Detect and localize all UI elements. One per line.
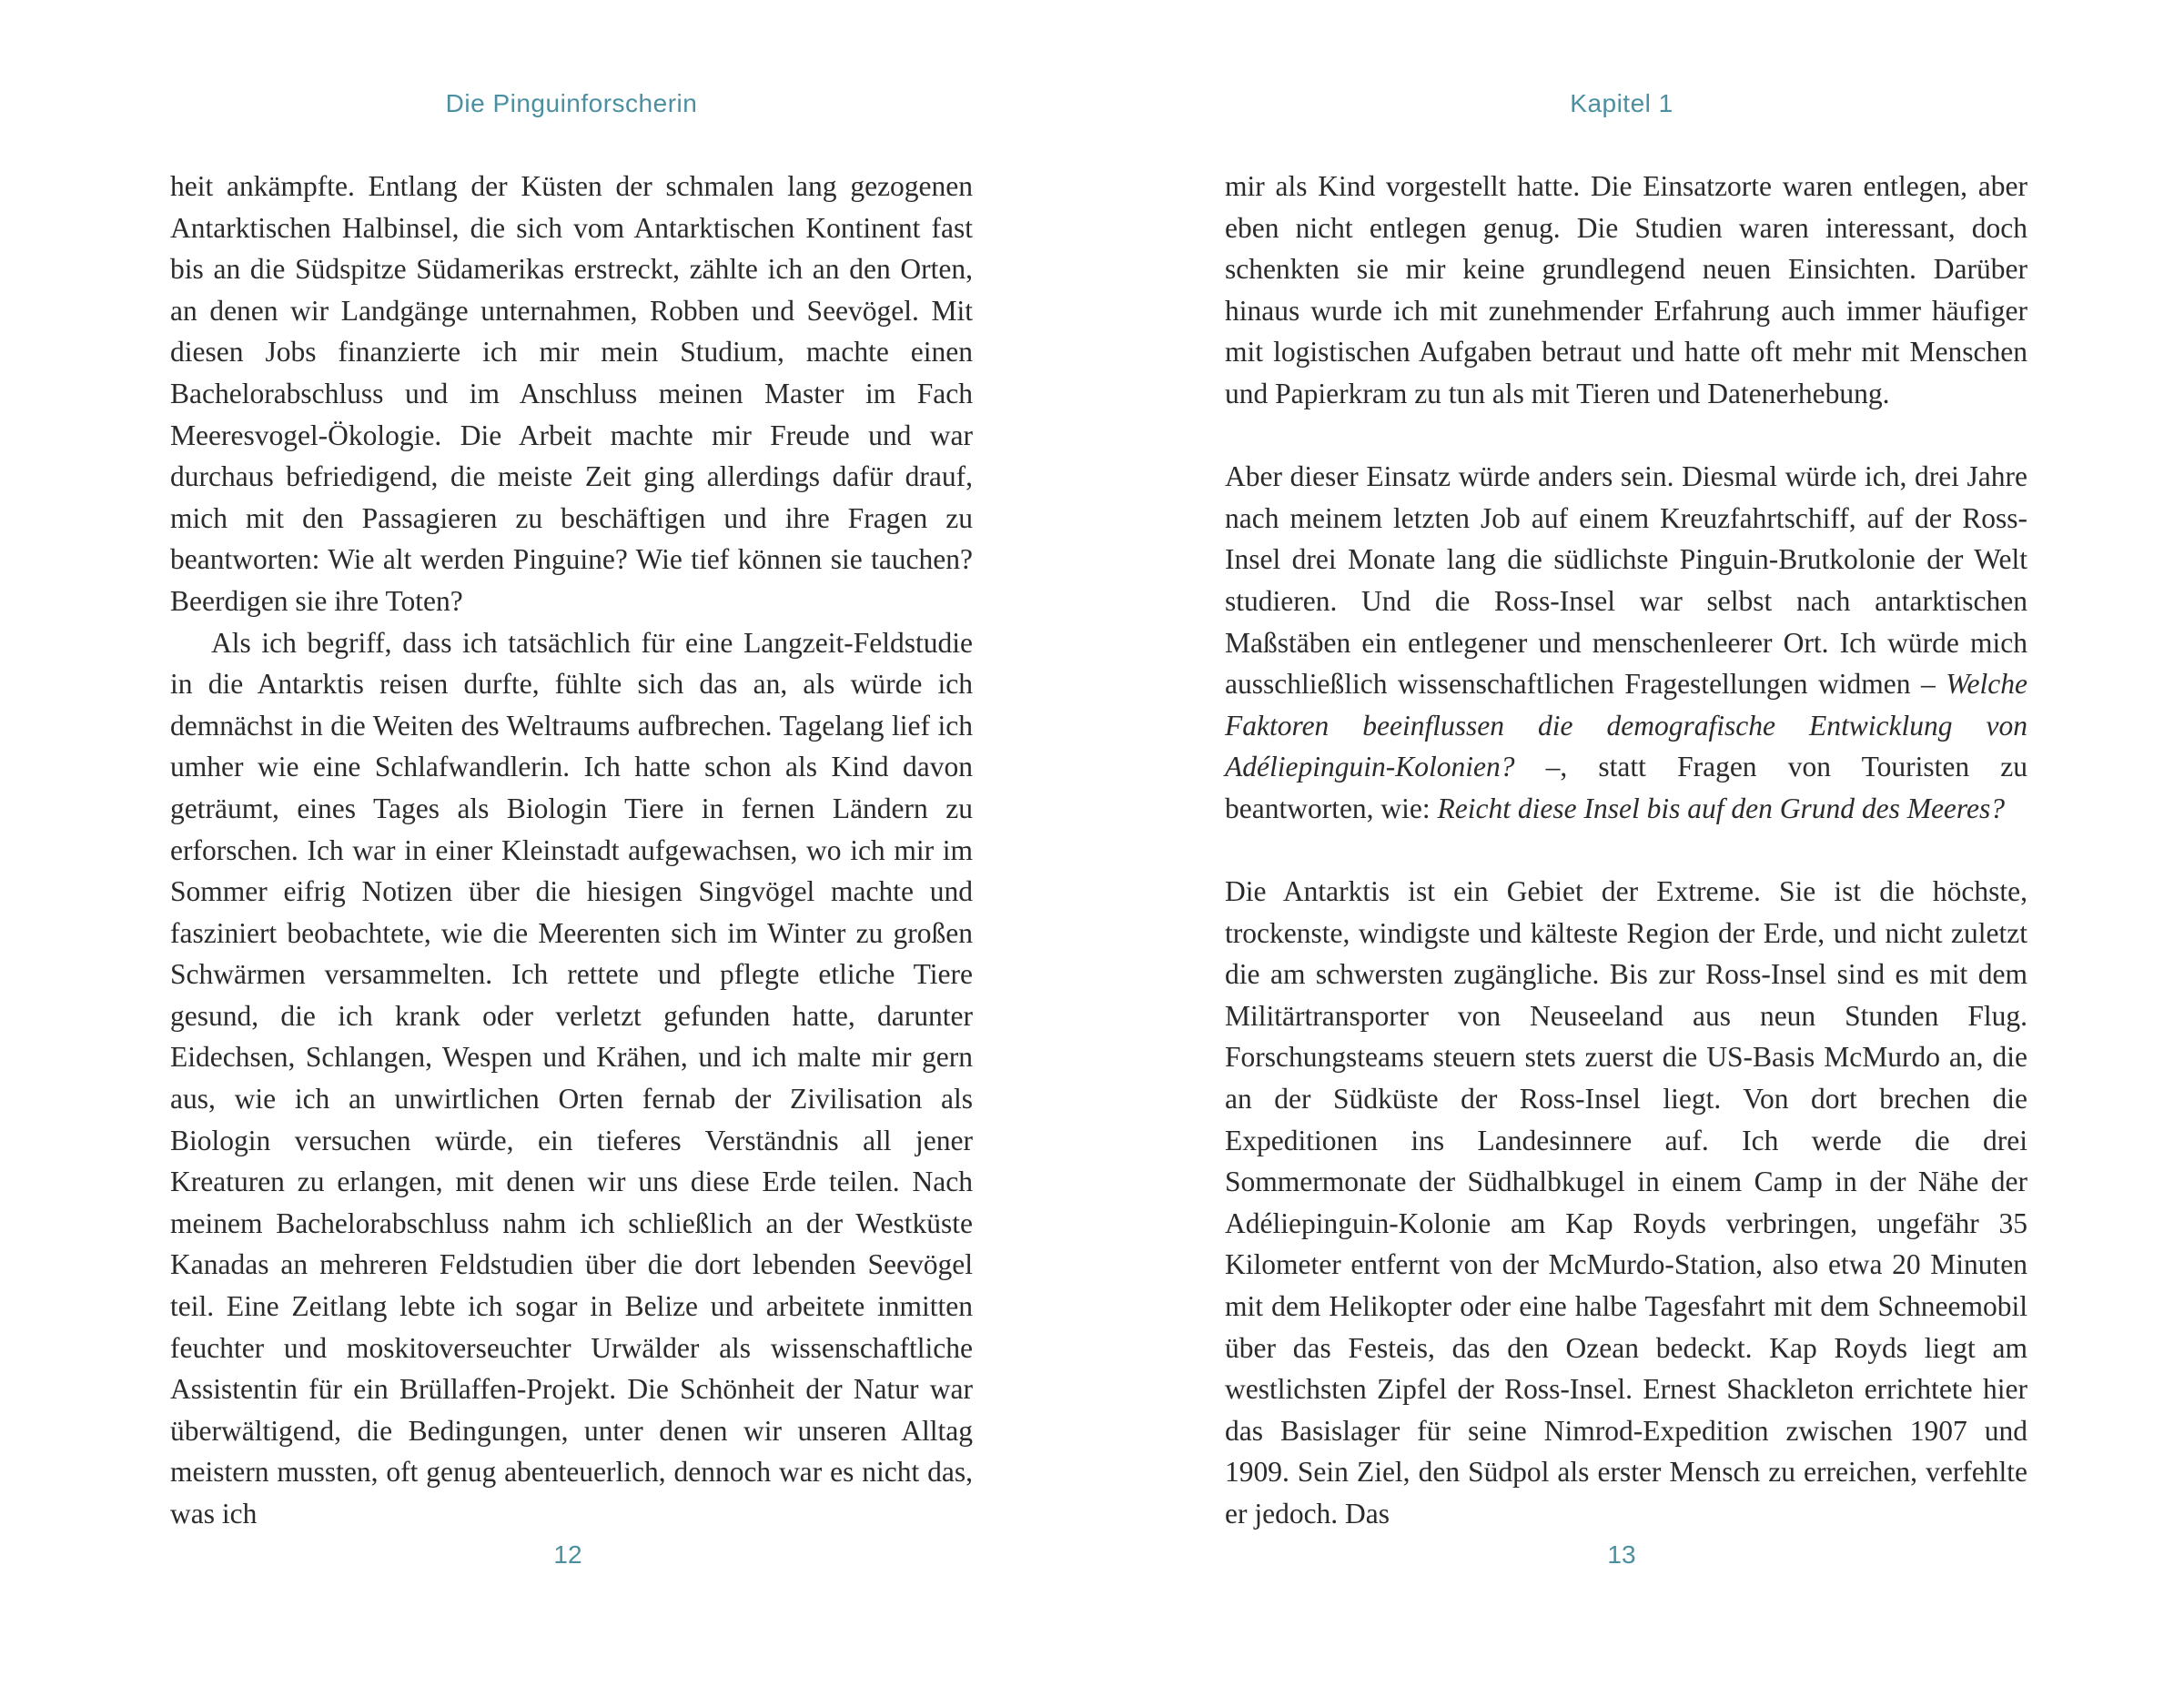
running-head-right: Kapitel 1 [1570,89,1673,117]
italic-question: Reicht diese Insel bis auf den Grund des Meeres? [1437,792,2005,824]
page-number-right: 13 [1607,1540,1636,1569]
running-head-left: Die Pinguinforscherin [445,89,698,117]
paragraph [1225,456,2027,829]
italic-question: Welche Faktoren beeinflussen die demografische Entwicklung von Adéliepinguin-Kolonien? [1225,668,2027,783]
paragraph: Als ich begriff, dass ich tatsächlich für eine Langzeit-Feldstudie in die Antarktis reisen durfte, fühlte sich das an, als würde ich demnächst in die Weiten des Weltraums aufbrechen. Tagelang lief ich umher wie eine Schlafwandlerin. Ich hatte schon als Kind davon geträumt, eines Tages als Biologin Tiere in fernen Ländern zu erforschen. Ich war in einer Kleinstadt aufgewachsen, wo ich mir im Sommer eifrig Notizen über die hiesigen Singvögel machte und fasziniert beobachtete, wie die Meerenten sich im Winter zu großen Schwärmen versammelten. Ich rettete und pflegte etliche Tiere gesund, die ich krank oder verletzt gefunden hatte, darunter Eidechsen, Schlangen, Wespen und Krähen, und ich malte mir gern aus, wie ich an unwirtlichen Orten fernab der Zivilisation als Biologin versuchen würde, ein tieferes Verständnis all jener Kreaturen zu erlangen, mit denen wir uns diese Erde teilen. Nach meinem Bachelorabschluss nahm ich schließlich an der Westküste Kanadas an mehreren Feldstudien über die dort lebenden Seevögel teil. Eine Zeitlang lebte ich sogar in Belize und arbeitete inmitten feuchter und moskitoverseuchter Urwälder als wissenschaftliche Assistentin für ein Brüllaffen-Projekt. Die Schönheit der Natur war überwältigend, die Bedingungen, unter denen wir unseren Alltag meistern mussten, oft genug abenteuerlich, dennoch war es nicht das, was ich [170,626,973,1530]
text-run: –, statt Fragen von Touristen zu beantworten, wie: [1225,751,2027,824]
page-number-left: 12 [553,1540,582,1569]
paragraph: Die Antarktis ist ein Gebiet der Extreme. Sie ist die höchste, trockenste, windigste und kälteste Region der Erde, und nicht zuletzt die am schwersten zugängliche. Bis zur Ross-Insel sind es mit dem Militärtransporter von Neuseeland aus neun Stunden Flug. Forschungsteams steuern stets zuerst die US-Basis McMurdo an, die an der Südküste der Ross-Insel liegt. Von dort brechen die Expeditionen ins Landesinnere auf. Ich werde die drei Sommermonate der Südhalbkugel in einem Camp in der Nähe der Adéliepinguin-Kolonie am Kap Royds verbringen, ungefähr 35 Kilometer entfernt von der McMurdo-Station, also etwa 20 Minuten mit dem Helikopter oder eine halbe Tagesfahrt mit dem Schneemobil über das Festeis, das den Ozean bedeckt. Kap Royds liegt am westlichsten Zipfel der Ross-Insel. Ernest Shackleton errichtete hier das Basislager für seine Nimrod-Expedition zwischen 1907 und 1909. Sein Ziel, den Südpol als erster Mensch zu erreichen, verfehlte er jedoch. Das [1225,875,2027,1530]
right-text-block [1225,166,2027,1535]
paragraph: mir als Kind vorgestellt hatte. Die Einsatzorte waren entlegen, aber eben nicht entlegen genug. Die Studien waren interessant, doch schenkten sie mir keine grundlegend neuen Einsichten. Darüber hinaus wurde ich mit zunehmender Erfahrung auch immer häufiger mit logistischen Aufgaben betraut und hatte oft mehr mit Menschen und Papierkram zu tun als mit Tieren und Datenerhebung. [1225,170,2027,409]
left-text-block [170,166,973,1535]
text-run: Aber dieser Einsatz würde anders sein. Diesmal würde ich, drei Jahre nach meinem letzten Job auf einem Kreuzfahrtschiff, auf der Ross-Insel drei Monate lang die südlichste Pinguin-Brutkolonie der Welt studieren. Und die Ross-Insel war selbst nach antarktischen Maßstäben ein entlegener und menschenleerer Ort. Ich würde mich ausschließlich wissenschaftlichen Fragestellungen widmen – [1225,460,2027,701]
paragraph: heit ankämpfte. Entlang der Küsten der schmalen lang gezogenen Antarktischen Halbinsel, die sich vom Antarktischen Kontinent fast bis an die Südspitze Südamerikas erstreckt, zählte ich an den Orten, an denen wir Landgänge unternahmen, Robben und Seevögel. Mit diesen Jobs finanzierte ich mir mein Studium, machte einen Bachelorabschluss und im Anschluss meinen Master im Fach Meeresvogel-Ökologie. Die Arbeit machte mir Freude und war durchaus befriedigend, die meiste Zeit ging allerdings dafür drauf, mich mit den Passagieren zu beschäftigen und ihre Fragen zu beantworten: Wie alt werden Pinguine? Wie tief können sie tauchen? Beerdigen sie ihre Toten? [170,170,973,617]
right-page [1092,0,2184,1686]
